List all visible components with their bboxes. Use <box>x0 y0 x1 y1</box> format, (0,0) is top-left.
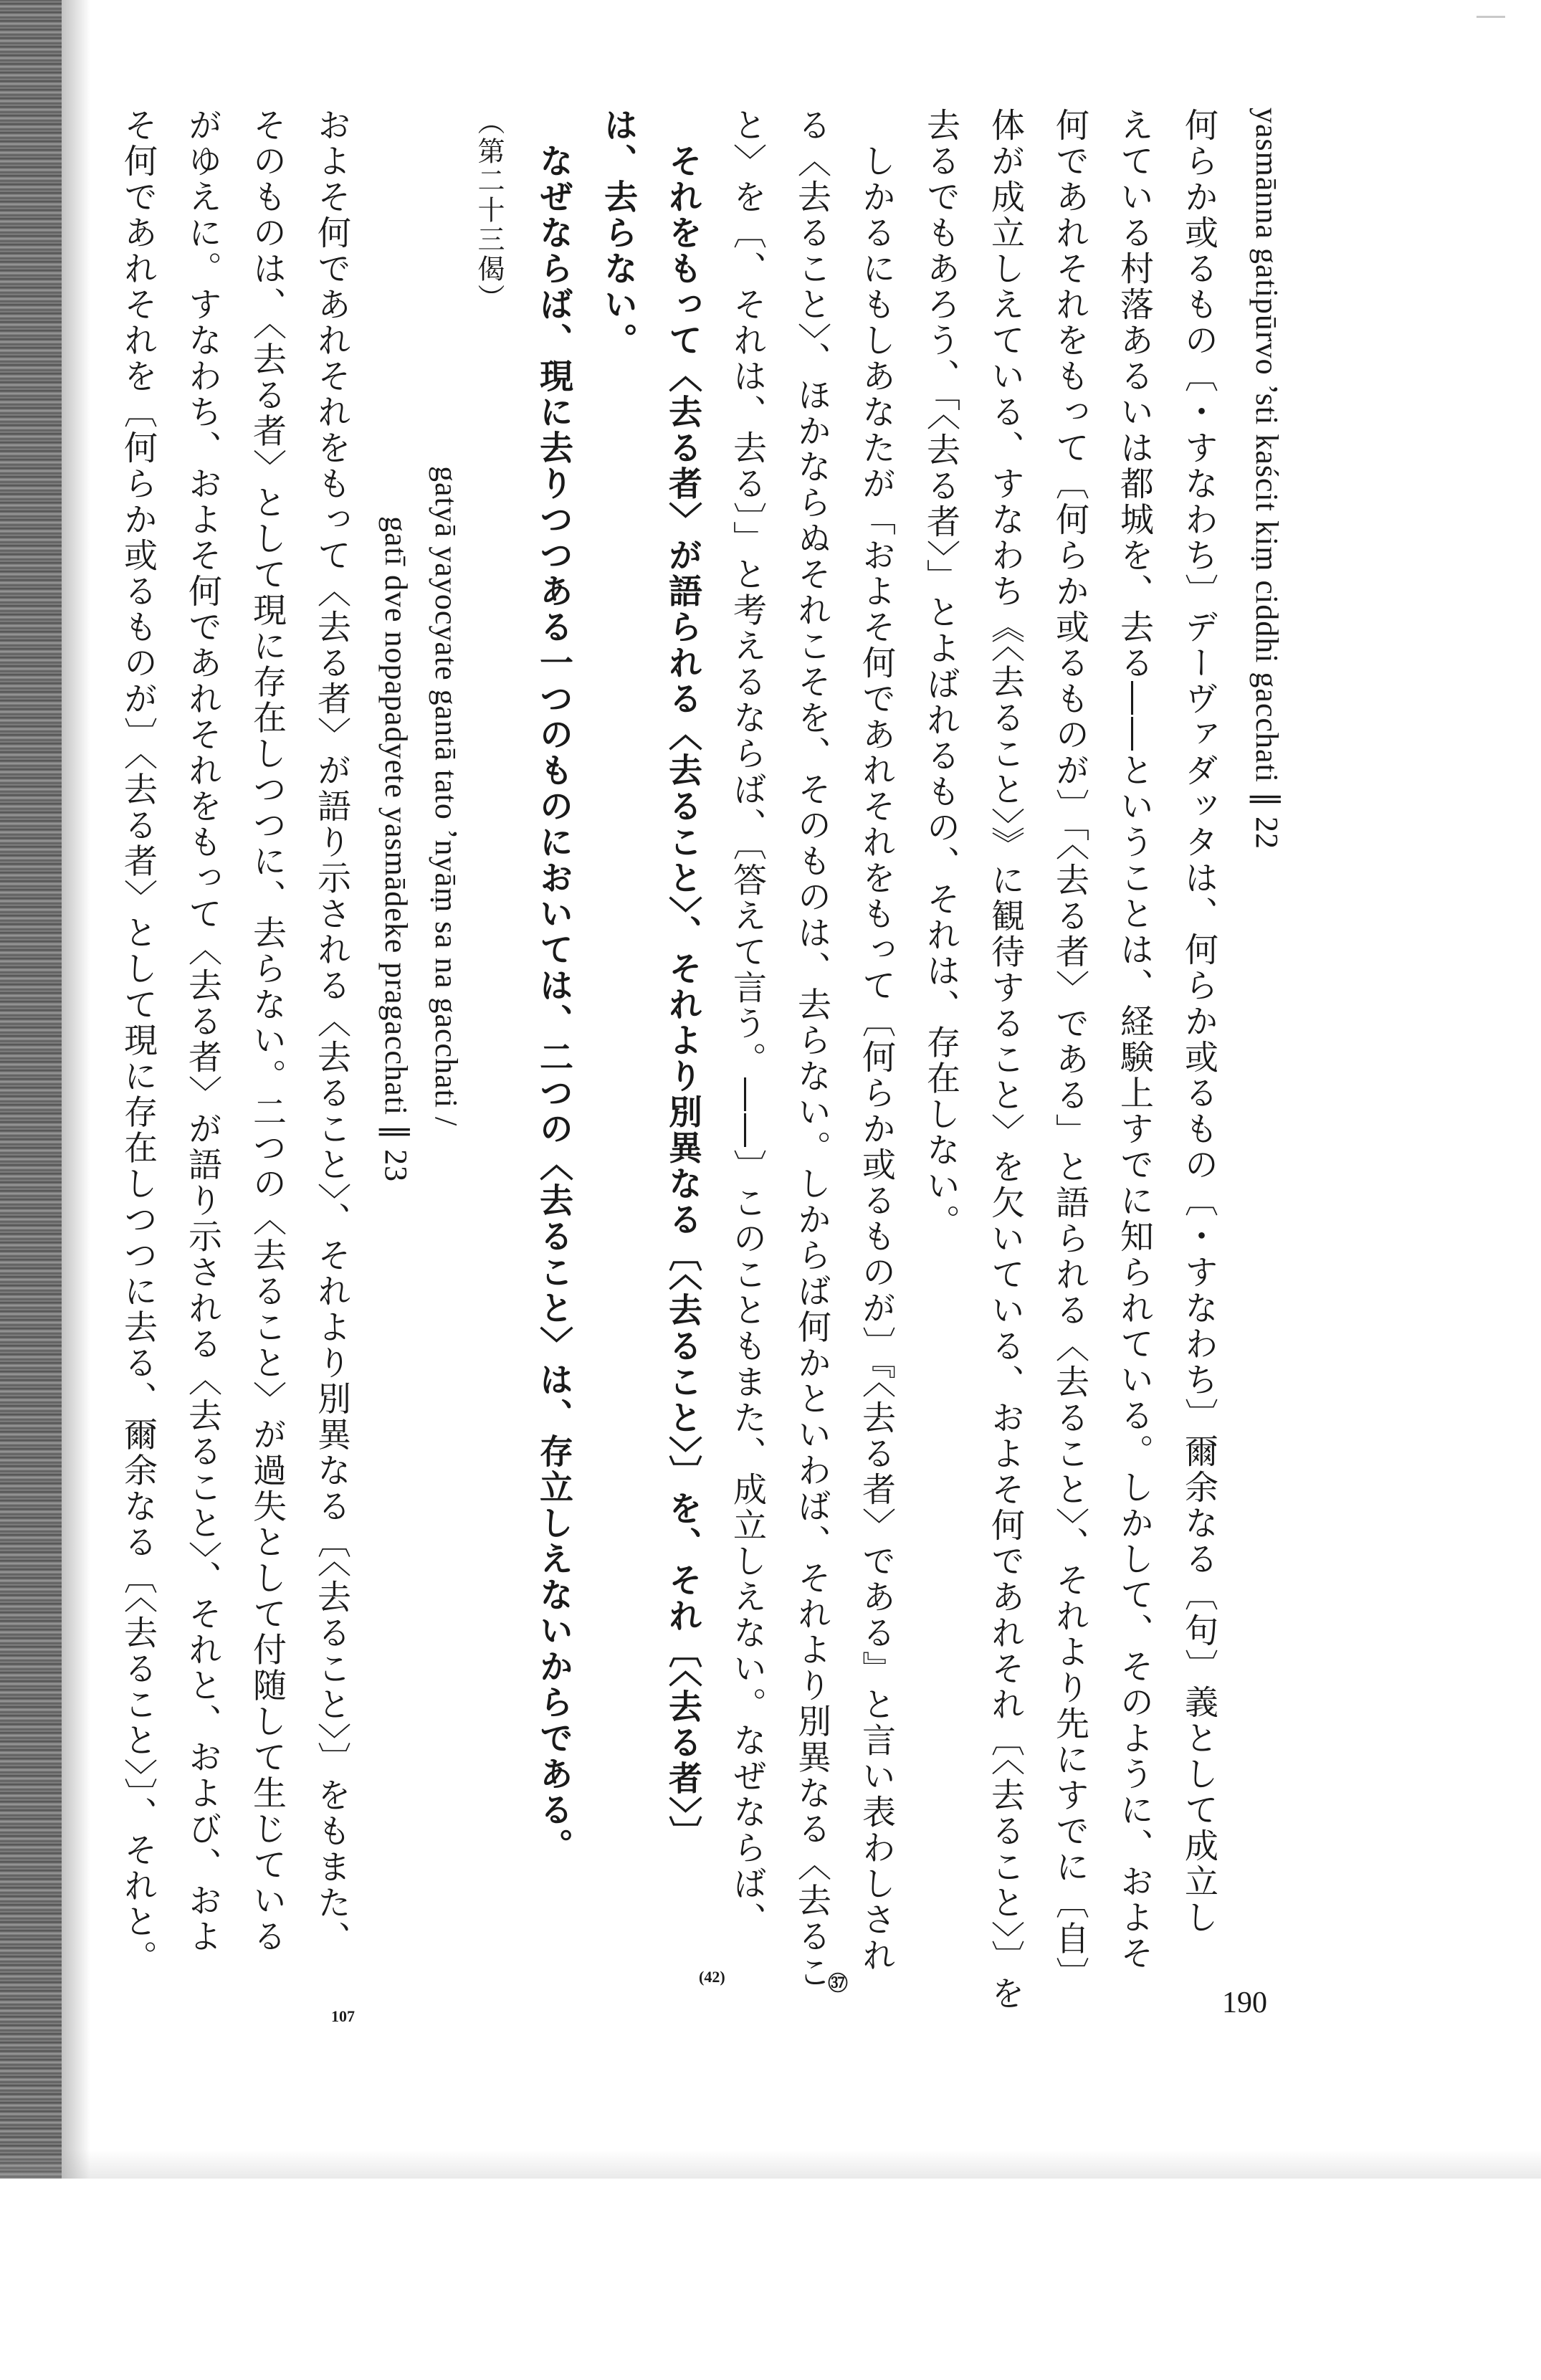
verse-translation-line: は、去らない。 <box>598 108 638 358</box>
margin-note-37: ㊲ <box>828 1973 849 1995</box>
text-line: 去るでもあろう、「〈去る者〉」とよばれるもの、それは、存在しない。 <box>921 108 960 1240</box>
verse-22-sanskrit: yasmānna gatipūrvo ’sti kaścit kiṃ ciddhi gacchati ∥ 22 <box>1249 108 1284 849</box>
text-line: と〉を〔、それは、去る〕」と考えるならば、〔答えて言う。――〕このこともまた、成立しえない。なぜならば、 <box>727 108 767 1938</box>
text-line: 何であれそれをもって〔何らか或るものが〕「〈去る者〉である」と語られる〈去ること〉、それより先にすでに〔自〕 <box>1050 108 1089 1993</box>
margin-note-42: (42) <box>699 1968 725 1986</box>
verse-translation-line: なぜならば、現に去りつつある一つのものにおいては、二つの〈去ること〉は、存立しえないからである。 <box>534 108 573 1864</box>
scan-shadow-fade <box>62 0 90 2179</box>
margin-note-107: 107 <box>331 2007 355 2025</box>
text-line: えている村落あるいは都城を、去る――ということは、経験上すでに知られている。しかして、そのように、およそ <box>1115 108 1154 1971</box>
text-line: そのものは、〈去る者〉として現に存在しつつに、去らない。二つの〈去ること〉が過失として付随して生じている <box>247 108 287 1955</box>
text-line: およそ何であれそれをもって〈去る者〉が語り示される〈去ること〉、それより別異なる〔〈去ること〉〕をもまた、 <box>312 108 351 1957</box>
verse-heading: （第二十三偈） <box>473 108 505 313</box>
text-line: しかるにもしあなたが「およそ何であれそれをもって〔何らか或るものが〕『〈去る者〉である』と言い表わしされ <box>857 108 896 1974</box>
verse-translation-line: それをもって〈去る者〉が語られる〈去ること〉、それより別異なる〔〈去ること〉〕を、それ〔〈去る者〉〕 <box>663 108 702 1852</box>
text-line: そ何であれそれを〔何らか或るものが〕〈去る者〉として現に存在しつつに去る、爾余なる〔〈去ること〉〕、それと。 <box>118 108 158 1976</box>
page-bottom-edge <box>0 2150 1541 2179</box>
verse-23-sanskrit-pada-1: gatyā yayocyate gantā tato ’nyāṃ sa na gacchati / <box>429 466 464 1127</box>
text-line: る〈去ること〉、ほかならぬそれこそを、そのものは、去らない。しからば何かといわば、それより別異なる〈去るこ <box>792 108 831 1991</box>
scan-speck <box>1476 16 1505 18</box>
text-line: がゆえに。すなわち、およそ何であれそれをもって〈去る者〉が語り示される〈去ること〉、それと、および、およ <box>183 108 222 1955</box>
text-line: 何らか或るもの〔・すなわち〕デーヴァダッタは、何らか或るもの〔・すなわち〕爾余なる〔句〕義として成立し <box>1179 108 1218 1936</box>
verse-23-sanskrit-pada-2: gatī dve nopapadyete yasmādeke pragacchati ∥ 23 <box>378 516 414 1183</box>
page-number: 190 <box>1222 1986 1267 2019</box>
scan-shadow-edge <box>0 0 62 2179</box>
text-line: 体が成立しえている、すなわち《〈去ること〉》に観待すること〉を欠いている、およそ何であれそれ〔〈去ること〉〕を <box>986 108 1025 2012</box>
